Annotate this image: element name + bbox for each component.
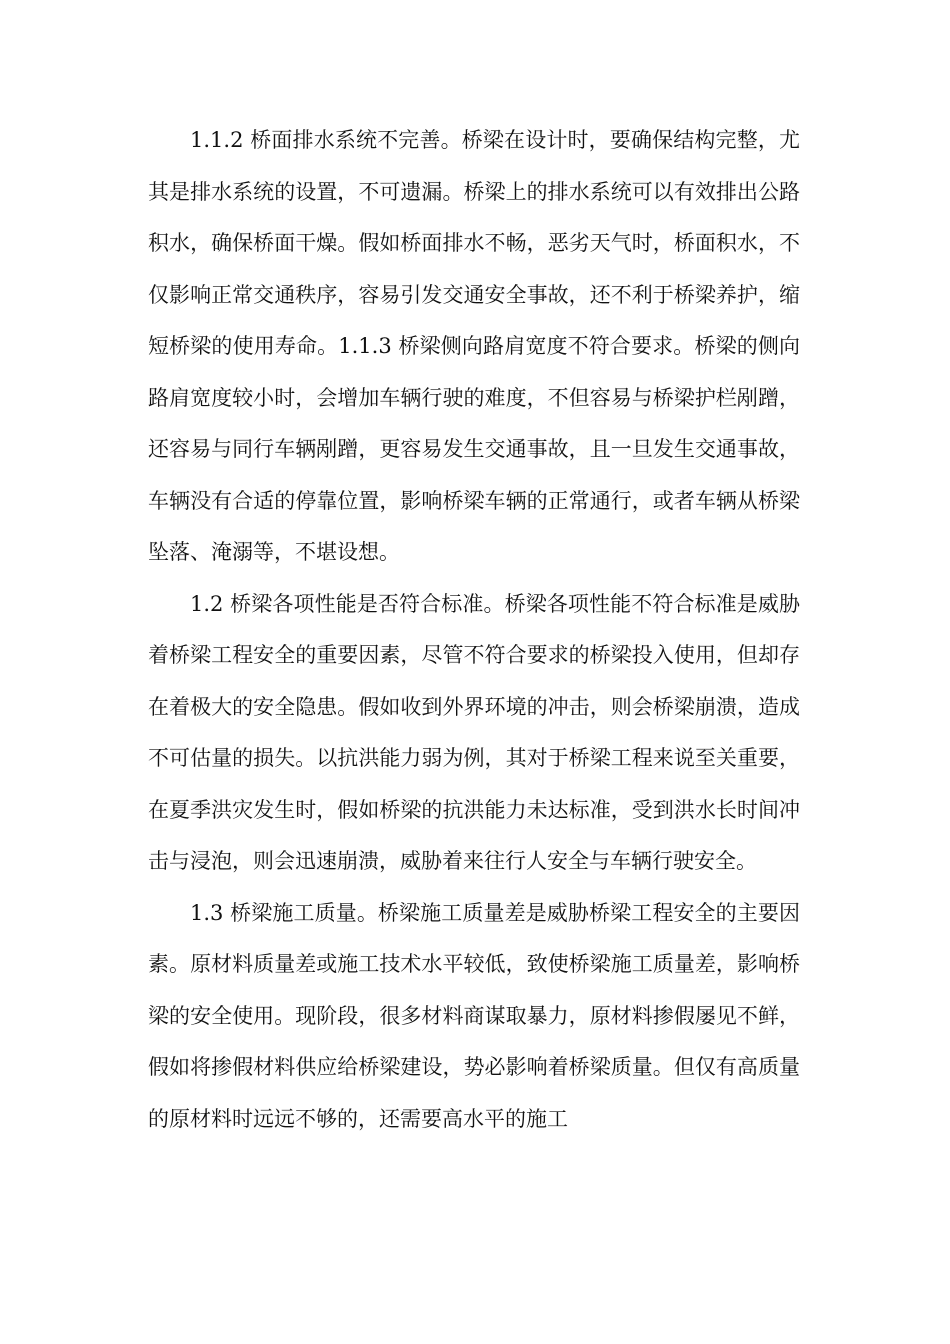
paragraph-1-2: 1.2 桥梁各项性能是否符合标准。桥梁各项性能不符合标准是威胁着桥梁工程安全的重要因素，尽管不符合要求的桥梁投入使用，但却存在着极大的安全隐患。假如收到外界环境的冲击，则会桥梁崩溃，造成不可估量的损失。以抗洪能力弱为例，其对于桥梁工程来说至关重要，在夏季洪灾发生时，假如桥梁的抗洪能力未达标准，受到洪水长时间冲击与浸泡，则会迅速崩溃，威胁着来往行人安全与车辆行驶安全。	[148, 591, 800, 873]
document-body	[148, 115, 800, 1145]
paragraph-1-3: 1.3 桥梁施工质量。桥梁施工质量差是威胁桥梁工程安全的主要因素。原材料质量差或施工技术水平较低，致使桥梁施工质量差，影响桥梁的安全使用。现阶段，很多材料商谋取暴力，原材料掺假屡见不鲜，假如将掺假材料供应给桥梁建设，势必影响着桥梁质量。但仅有高质量的原材料时远远不够的，还需要高水平的施工	[148, 900, 800, 1131]
paragraph-1-1-2: 1.1.2 桥面排水系统不完善。桥梁在设计时，要确保结构完整，尤其是排水系统的设置，不可遗漏。桥梁上的排水系统可以有效排出公路积水，确保桥面干燥。假如桥面排水不畅，恶劣天气时，桥面积水，不仅影响正常交通秩序，容易引发交通安全事故，还不利于桥梁养护，缩短桥梁的使用寿命。1.1.3 桥梁侧向路肩宽度不符合要求。桥梁的侧向路肩宽度较小时，会增加车辆行驶的难度，不但容易与桥梁护栏剐蹭，还容易与同行车辆剐蹭，更容易发生交通事故，且一旦发生交通事故，车辆没有合适的停靠位置，影响桥梁车辆的正常通行，或者车辆从桥梁坠落、淹溺等，不堪设想。	[148, 128, 800, 564]
